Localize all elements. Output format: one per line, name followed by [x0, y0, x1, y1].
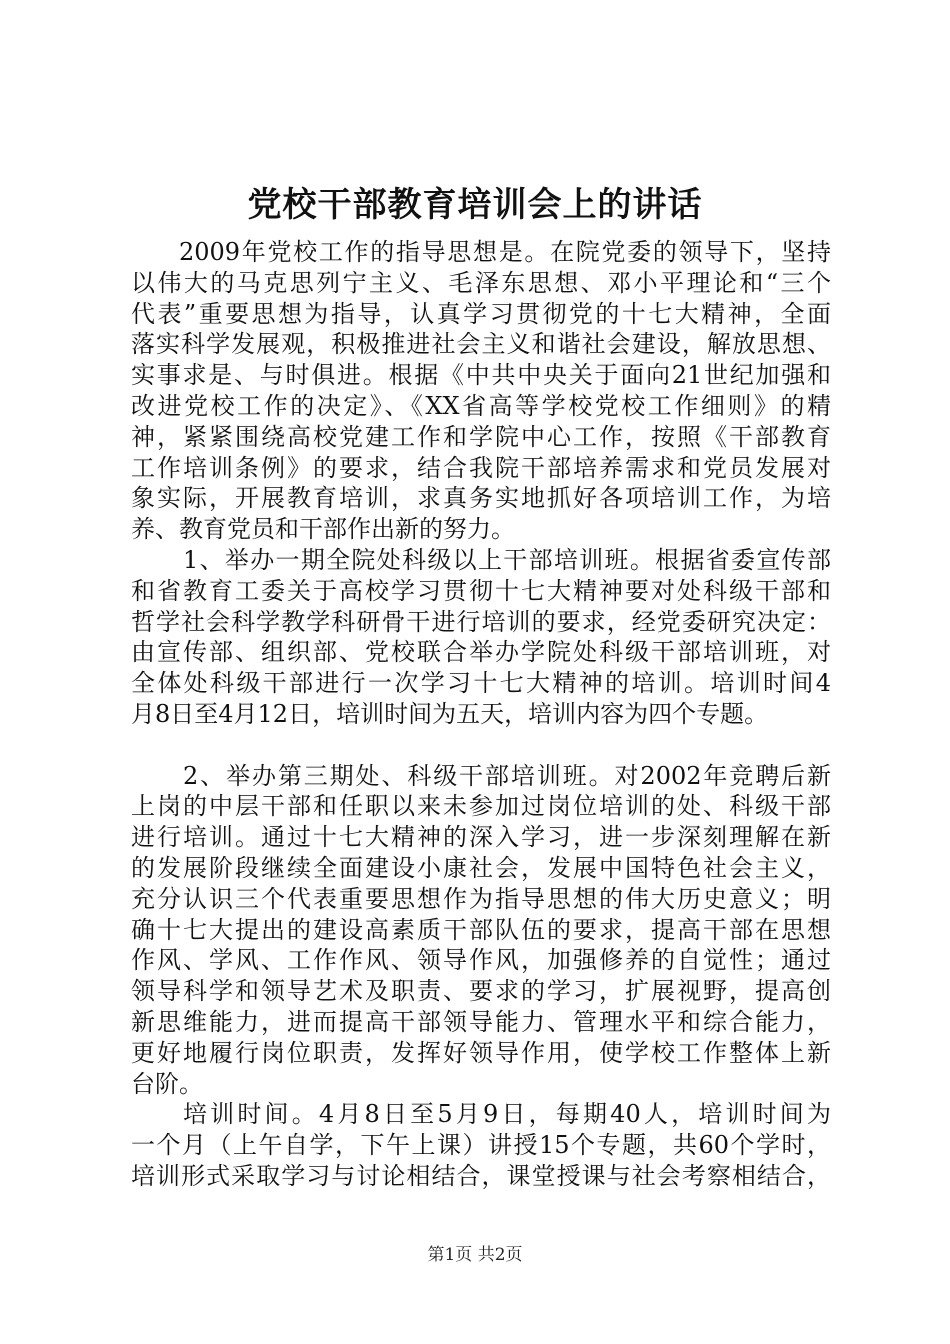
text-line: 领导科学和领导艺术及职责、要求的学习，扩展视野，提高创 [131, 977, 831, 1006]
text-line: 全体处科级干部进行一次学习十七大精神的培训。培训时间4 [131, 669, 831, 698]
text-line: 象实际，开展教育培训，求真务实地抓好各项培训工作，为培 [131, 484, 831, 513]
paragraph-guiding-thought [131, 237, 831, 545]
page-footer: 第1页 共2页 [427, 1245, 523, 1265]
page-title: 党校干部教育培训会上的讲话 [247, 185, 703, 225]
text-line: 确十七大提出的建设高素质干部队伍的要求，提高干部在思想 [131, 915, 831, 944]
text-line: 作风、学风、工作作风、领导作风，加强修养的自觉性；通过 [131, 946, 831, 975]
text-line: 上岗的中层干部和任职以来未参加过岗位培训的处、科级干部 [131, 792, 831, 821]
text-line: 以伟大的马克思列宁主义、毛泽东思想、邓小平理论和“三个 [131, 268, 831, 297]
text-line: 月8日至4月12日，培训时间为五天，培训内容为四个专题。 [131, 699, 769, 728]
text-line: 的发展阶段继续全面建设小康社会，发展中国特色社会主义， [131, 853, 831, 882]
text-line: 2、举办第三期处、科级干部培训班。对2002年竞聘后新 [183, 761, 831, 790]
text-line: 一个月（上午自学，下午上课）讲授15个专题，共60个学时， [131, 1131, 831, 1160]
text-line: 代表”重要思想为指导，认真学习贯彻党的十七大精神，全面 [131, 299, 831, 328]
text-line: 新思维能力，进而提高干部领导能力、管理水平和综合能力， [131, 1007, 831, 1036]
text-line: 台阶。 [131, 1069, 203, 1098]
blank-line [131, 730, 831, 761]
text-line: 进行培训。通过十七大精神的深入学习，进一步深刻理解在新 [131, 823, 831, 852]
text-line: 养、教育党员和干部作出新的努力。 [131, 515, 515, 544]
document-body [131, 237, 831, 1192]
text-line: 落实科学发展观，积极推进社会主义和谐社会建设，解放思想、 [131, 330, 831, 359]
text-line: 培训形式采取学习与讨论相结合，课堂授课与社会考察相结合， [131, 1161, 831, 1190]
text-line: 1、举办一期全院处科级以上干部培训班。根据省委宣传部 [183, 545, 831, 574]
text-line: 工作培训条例》的要求，结合我院干部培养需求和党员发展对 [131, 453, 831, 482]
text-line: 2009年党校工作的指导思想是。在院党委的领导下，坚持 [179, 238, 831, 266]
text-line: 神，紧紧围绕高校党建工作和学院中心工作，按照《干部教育 [131, 422, 831, 451]
text-line: 实事求是、与时俱进。根据《中共中央关于面向21世纪加强和 [131, 361, 831, 390]
text-line: 更好地履行岗位职责，发挥好领导作用，使学校工作整体上新 [131, 1038, 831, 1067]
text-line: 培训时间。4月8日至5月9日，每期40人，培训时间为 [183, 1100, 831, 1129]
paragraph-item-1 [131, 545, 831, 730]
text-line: 和省教育工委关于高校学习贯彻十七大精神要对处科级干部和 [131, 576, 831, 605]
paragraph-training-time [131, 1099, 831, 1191]
paragraph-item-2 [131, 761, 831, 1100]
text-line: 改进党校工作的决定》、《XX省高等学校党校工作细则》的精 [131, 391, 831, 420]
text-line: 哲学社会科学教学科研骨干进行培训的要求，经党委研究决定： [131, 607, 831, 636]
text-line: 充分认识三个代表重要思想作为指导思想的伟大历史意义；明 [131, 884, 831, 913]
text-line: 由宣传部、组织部、党校联合举办学院处科级干部培训班，对 [131, 638, 831, 667]
